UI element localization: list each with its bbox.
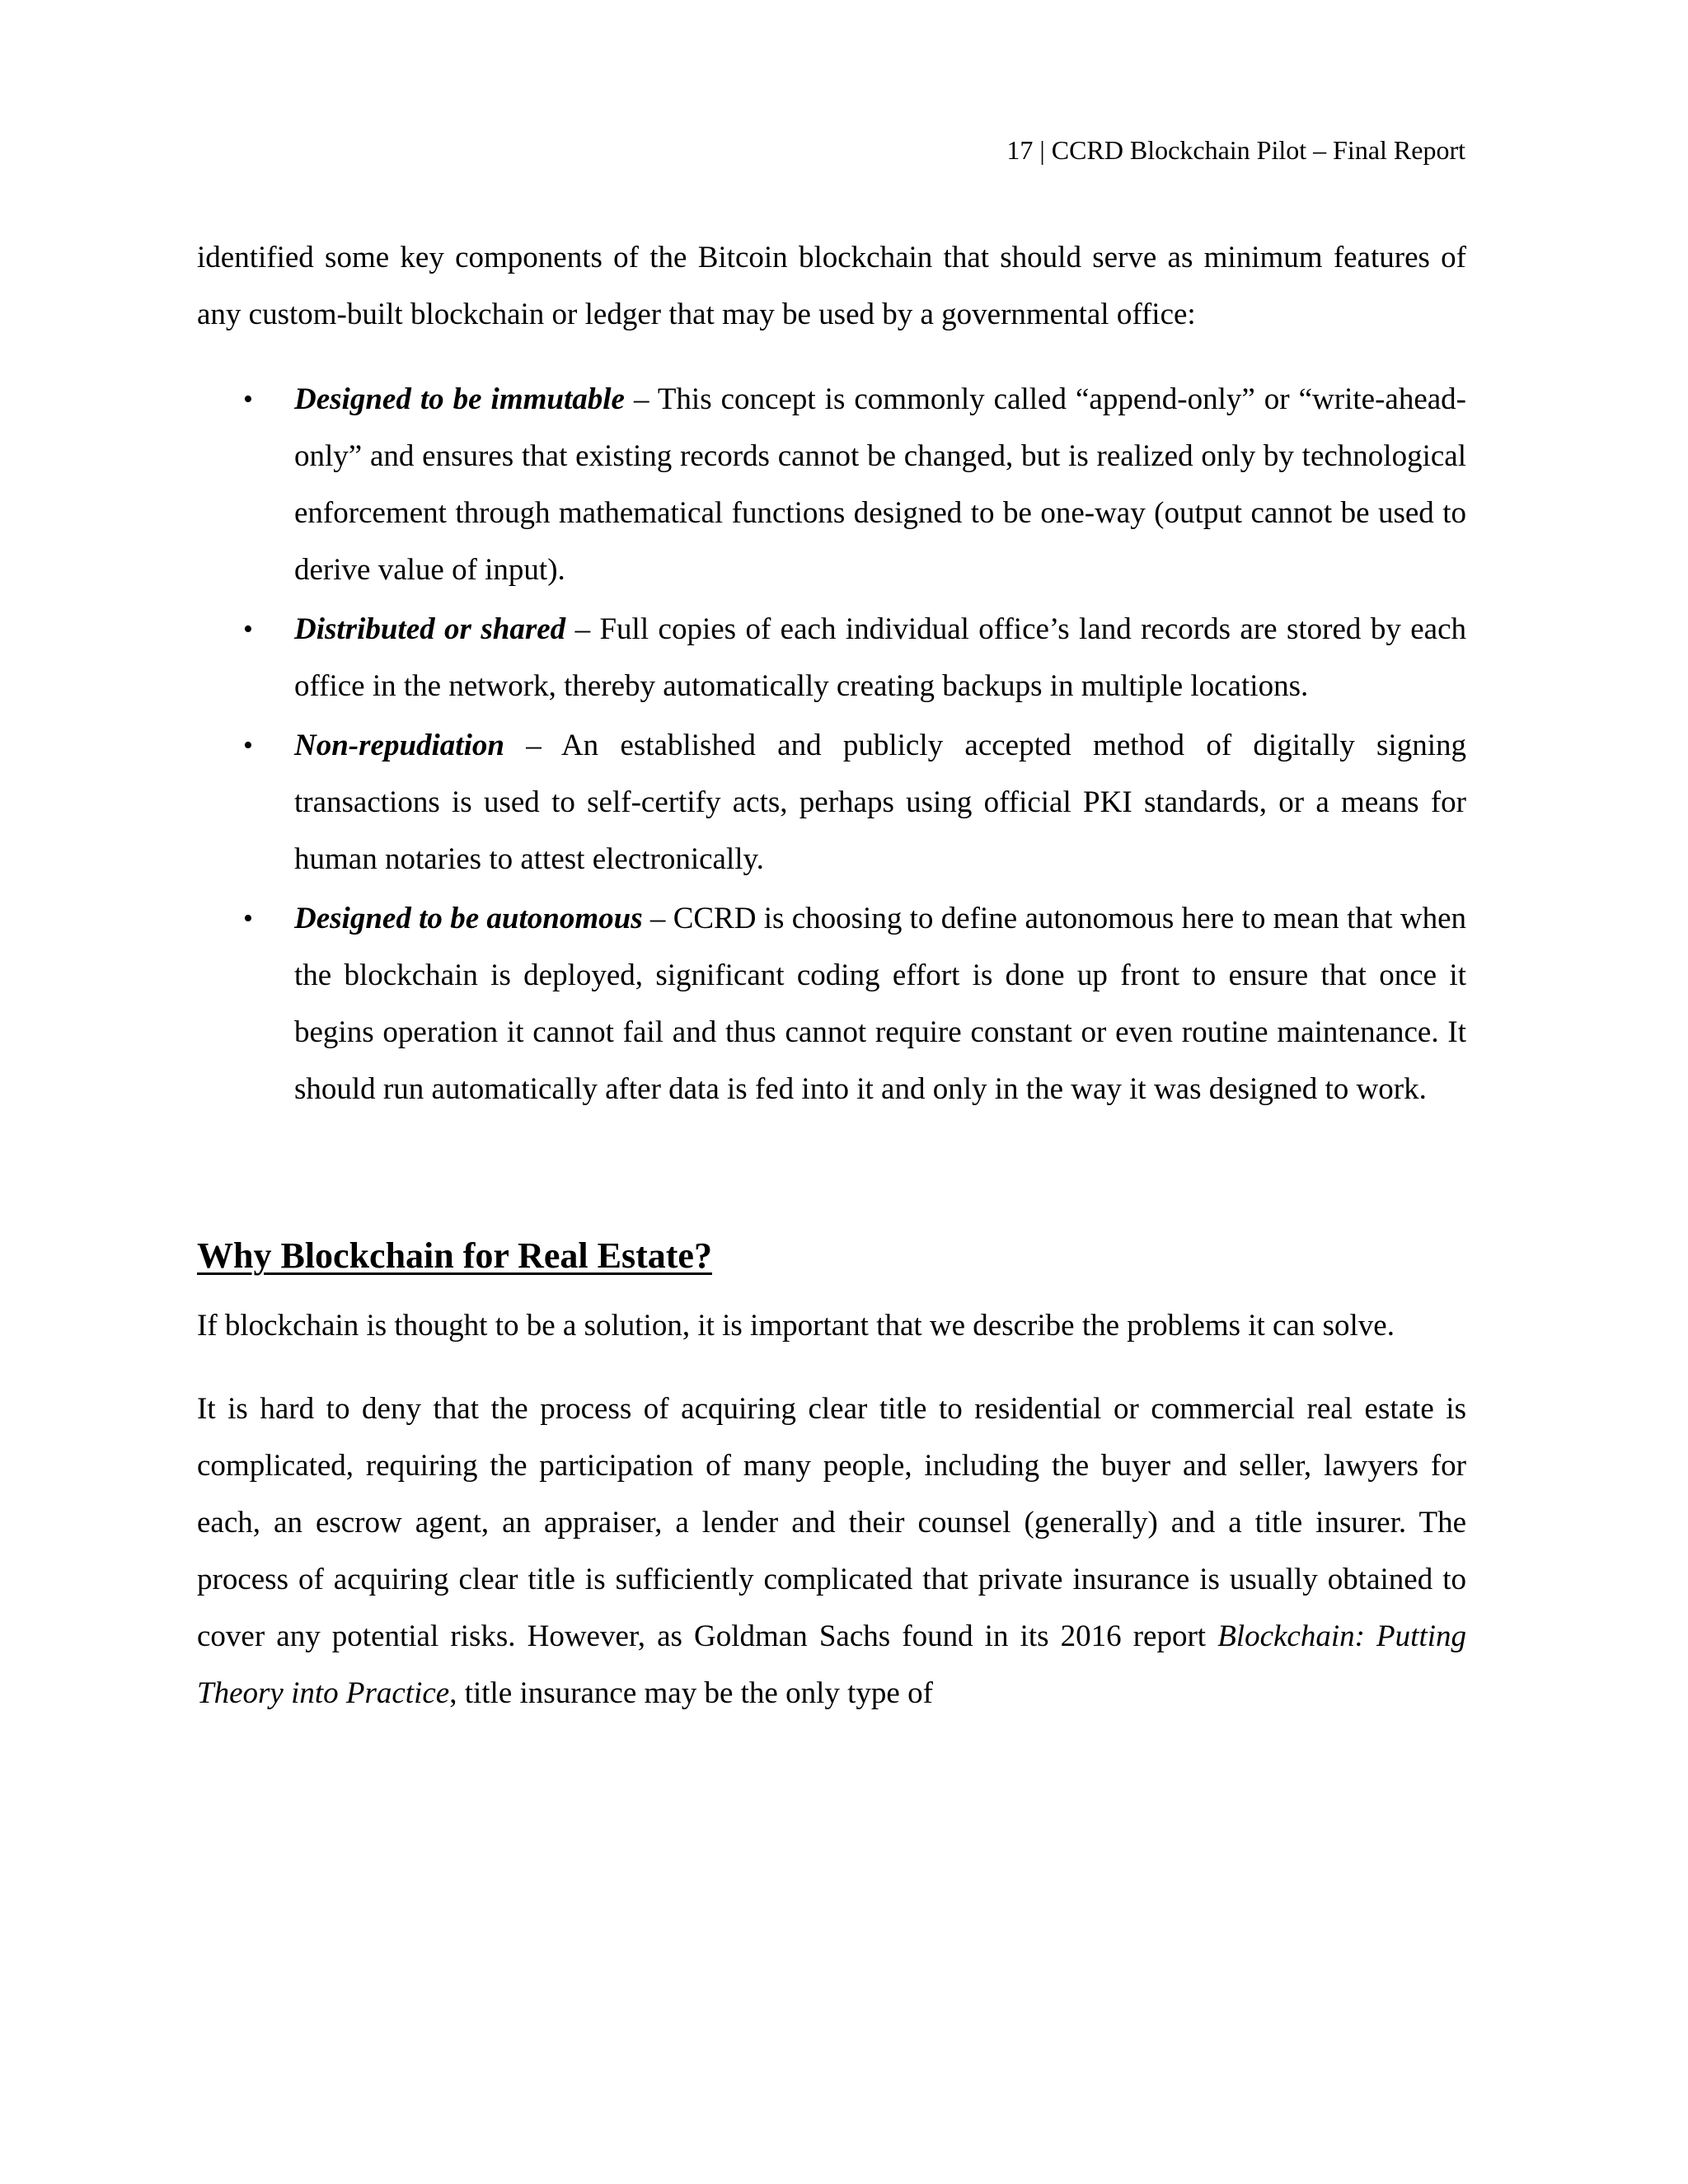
bullet-term: Distributed or shared	[294, 612, 566, 646]
bullet-icon: •	[243, 903, 253, 934]
bullet-text: – Full copies of each individual office’s land records are stored by each office in the network, thereby automatically creating backups in multiple locations.	[294, 612, 1466, 703]
section-heading: Why Blockchain for Real Estate?	[197, 1235, 712, 1276]
bullet-term: Designed to be autonomous	[294, 902, 643, 935]
bullet-text: – This concept is commonly called “append-only” or “write-ahead-only” and ensures that existing records cannot be changed, but is realized only by technological enforcement through mathematical functions designed to be one-way (output cannot be used to derive value of input).	[294, 382, 1466, 587]
report-title: Blockchain: Putting Theory into Practice	[197, 1619, 1466, 1710]
intro-paragraph: identified some key components of the Bitcoin blockchain that should serve as minimum features of any custom-built blockchain or ledger that may be used by a governmental office:	[197, 241, 1466, 331]
bullet-icon: •	[243, 614, 253, 644]
feature-list	[197, 371, 1466, 1118]
bullet-text: – CCRD is choosing to define autonomous here to mean that when the blockchain is deployed, significant coding effort is done up front to ensure that once it begins operation it cannot fail and thus cannot require constant or even routine maintenance. It should run automatically after data is fed into it and only in the way it was designed to work.	[294, 902, 1466, 1106]
bullet-text: – An established and publicly accepted method of digitally signing transactions is used to self-certify acts, perhaps using official PKI standards, or a means for human notaries to attest electronically.	[294, 729, 1466, 876]
list-item	[197, 890, 1466, 1118]
running-header: 17 | CCRD Blockchain Pilot – Final Report	[1006, 135, 1465, 165]
list-item	[197, 601, 1466, 715]
list-item	[197, 371, 1466, 598]
paragraph-text-end: , title insurance may be the only type of	[449, 1676, 933, 1710]
paragraph-text: It is hard to deny that the process of acquiring clear title to residential or commercial real estate is complicated, requiring the participation of many people, including the buyer and seller, lawyers for each, an escrow agent, an appraiser, a lender and their counsel (generally) and a title insurer. The process of acquiring clear title is sufficiently complicated that private insurance is usually obtained to cover any potential risks. However, as Goldman Sachs found in its 2016 report	[197, 1392, 1466, 1653]
section-paragraph-2	[197, 1380, 1466, 1722]
section-paragraph-1: If blockchain is thought to be a solution, it is important that we describe the problems it can solve.	[197, 1309, 1395, 1343]
bullet-icon: •	[243, 384, 253, 415]
page-content	[197, 229, 1466, 1722]
bullet-icon: •	[243, 730, 253, 761]
bullet-term: Non-repudiation	[294, 729, 504, 762]
bullet-term: Designed to be immutable	[294, 382, 625, 416]
list-item	[197, 717, 1466, 888]
